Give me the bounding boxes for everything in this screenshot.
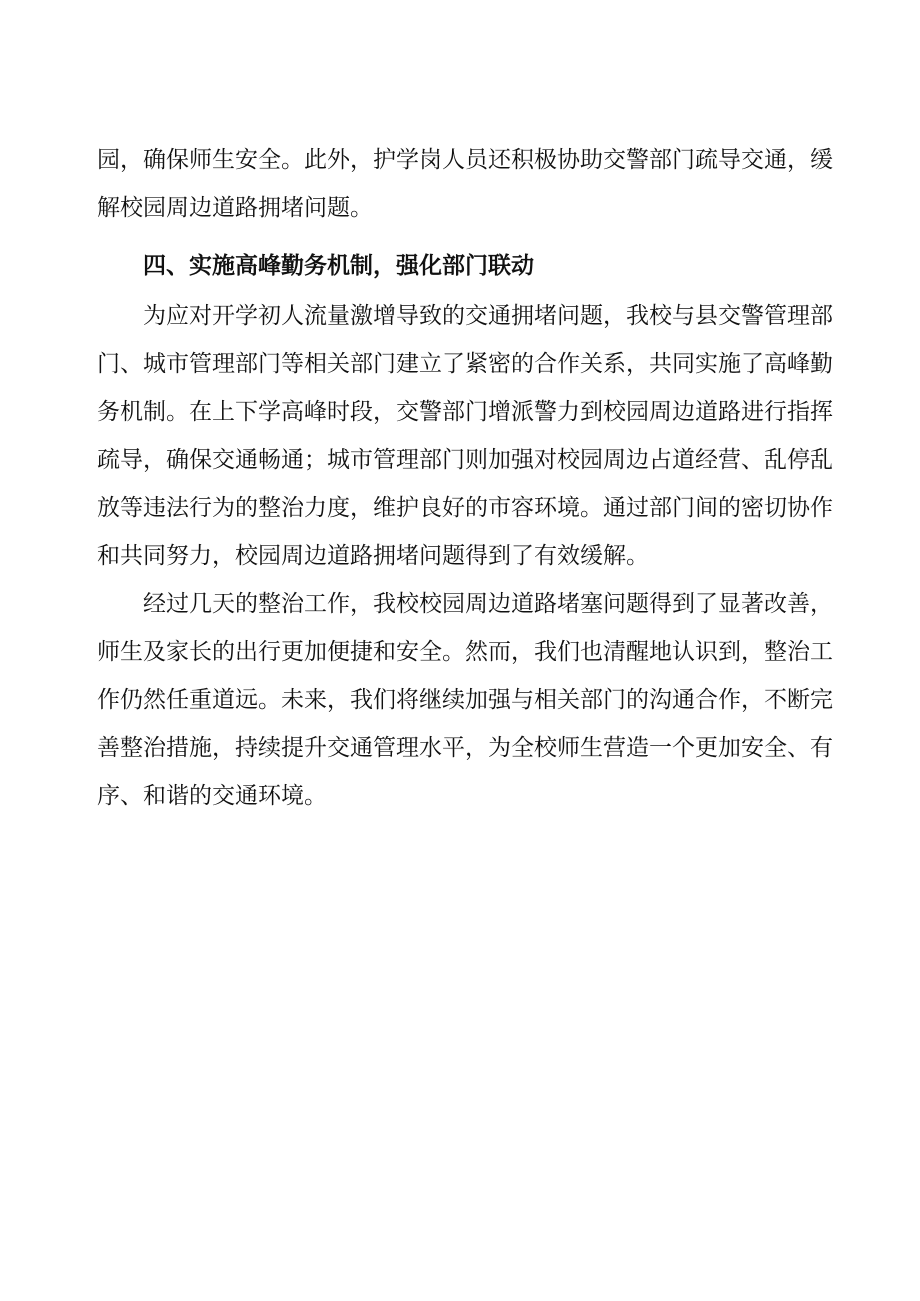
conclusion-paragraph: 经过几天的整治工作，我校校园周边道路堵塞问题得到了显著改善，师生及家长的出行更加便捷和安全。然而，我们也清醒地认识到，整治工作仍然任重道远。未来，我们将继续加强与相关部门的沟通合作，不断完善整治措施，持续提升交通管理水平，为全校师生营造一个更加安全、有序、和谐的交通环境。 [97, 591, 833, 809]
section-paragraph: 为应对开学初人流量激增导致的交通拥堵问题，我校与县交警管理部门、城市管理部门等相关部门建立了紧密的合作关系，共同实施了高峰勤务机制。在上下学高峰时段，交警部门增派警力到校园周边道路进行指挥疏导，确保交通畅通；城市管理部门则加强对校园周边占道经营、乱停乱放等违法行为的整治力度，维护良好的市容环境。通过部门间的密切协作和共同努力，校园周边道路拥堵问题得到了有效缓解。 [97, 303, 833, 569]
section-heading: 四、实施高峰勤务机制，强化部门联动 [143, 253, 534, 279]
document-body [97, 136, 833, 820]
continued-paragraph: 园，确保师生安全。此外，护学岗人员还积极协助交警部门疏导交通，缓解校园周边道路拥堵问题。 [97, 147, 833, 221]
